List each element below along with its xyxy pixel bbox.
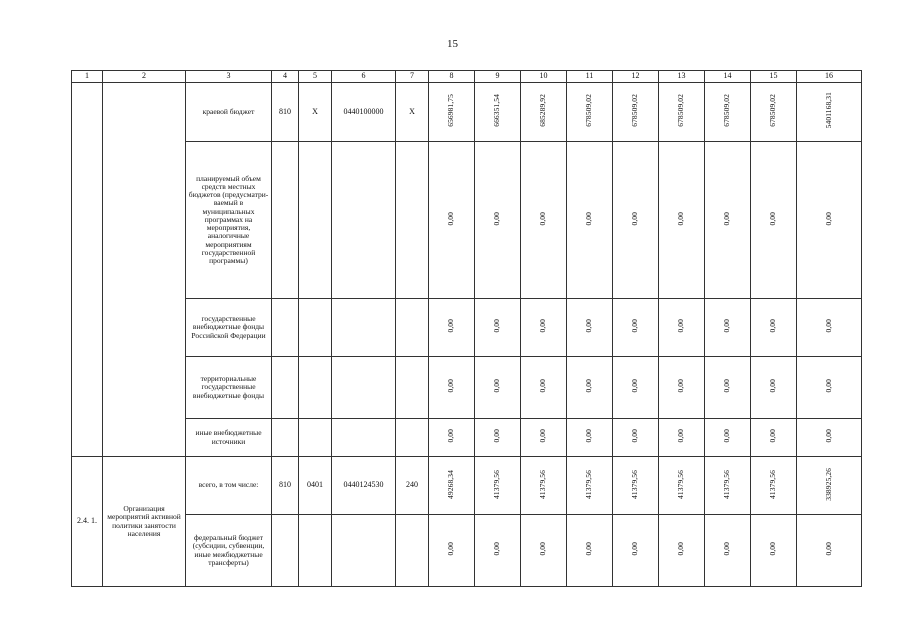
value-text: 41379,56 bbox=[676, 469, 686, 499]
header-cell: 16 bbox=[797, 71, 862, 83]
item-number: 2.4. 1. bbox=[72, 457, 103, 587]
value-cell bbox=[429, 299, 475, 357]
table-row bbox=[72, 357, 862, 419]
funding-source: иные внебюджетные источники bbox=[186, 419, 272, 457]
value-text: 0,00 bbox=[584, 319, 594, 333]
value-text: 678509,02 bbox=[630, 94, 640, 127]
code-c7 bbox=[396, 299, 429, 357]
value-text: 0,00 bbox=[584, 211, 594, 226]
value-cell bbox=[613, 299, 659, 357]
header-cell: 8 bbox=[429, 71, 475, 83]
value-cell bbox=[475, 299, 521, 357]
table-row bbox=[72, 419, 862, 457]
value-text: 0,00 bbox=[676, 211, 686, 226]
code-c5 bbox=[299, 299, 332, 357]
value-cell bbox=[521, 299, 567, 357]
value-cell bbox=[613, 142, 659, 299]
value-text: 685289,92 bbox=[538, 94, 548, 127]
value-cell bbox=[659, 83, 705, 142]
item-name: Организация мероприятий активной политики занятости населения bbox=[103, 457, 186, 587]
value-text: 656981,75 bbox=[446, 94, 456, 127]
value-cell bbox=[475, 515, 521, 587]
value-text: 0,00 bbox=[768, 211, 778, 226]
code-c7 bbox=[396, 357, 429, 419]
code-c7: 240 bbox=[396, 457, 429, 515]
value-cell bbox=[797, 419, 862, 457]
value-text: 0,00 bbox=[492, 379, 502, 393]
table-row bbox=[72, 142, 862, 299]
value-cell bbox=[521, 515, 567, 587]
code-c4 bbox=[272, 299, 299, 357]
value-text: 0,00 bbox=[630, 319, 640, 333]
value-text: 0,00 bbox=[538, 319, 548, 333]
code-c4 bbox=[272, 419, 299, 457]
value-cell bbox=[429, 515, 475, 587]
value-cell bbox=[567, 457, 613, 515]
value-text: 0,00 bbox=[722, 429, 732, 443]
value-cell bbox=[705, 142, 751, 299]
value-cell bbox=[613, 515, 659, 587]
value-cell bbox=[659, 457, 705, 515]
value-cell bbox=[659, 515, 705, 587]
value-text: 0,00 bbox=[630, 429, 640, 443]
value-cell bbox=[613, 419, 659, 457]
header-cell: 10 bbox=[521, 71, 567, 83]
value-cell bbox=[797, 83, 862, 142]
value-cell bbox=[705, 419, 751, 457]
value-text: 0,00 bbox=[722, 379, 732, 393]
code-c4: 810 bbox=[272, 457, 299, 515]
header-row bbox=[72, 71, 862, 83]
code-c7 bbox=[396, 142, 429, 299]
value-text: 49268,34 bbox=[446, 469, 456, 499]
code-c5: Х bbox=[299, 83, 332, 142]
value-cell bbox=[475, 142, 521, 299]
value-text: 0,00 bbox=[446, 319, 456, 333]
value-text: 0,00 bbox=[823, 211, 833, 226]
value-text: 0,00 bbox=[768, 542, 778, 556]
value-cell bbox=[567, 142, 613, 299]
value-cell bbox=[797, 142, 862, 299]
value-text: 0,00 bbox=[768, 319, 778, 333]
value-text: 0,00 bbox=[823, 429, 833, 443]
table-row bbox=[72, 515, 862, 587]
header-cell: 3 bbox=[186, 71, 272, 83]
code-c5: 0401 bbox=[299, 457, 332, 515]
value-cell bbox=[521, 142, 567, 299]
funding-source: федеральный бюджет (субсидии, субвенции, иные межбюджетные трансферты) bbox=[186, 515, 272, 587]
header-cell: 15 bbox=[751, 71, 797, 83]
funding-source: государственные внебюджетные фонды Российской Федерации bbox=[186, 299, 272, 357]
code-c4 bbox=[272, 142, 299, 299]
code-c5 bbox=[299, 142, 332, 299]
code-c6: 0440124530 bbox=[332, 457, 396, 515]
value-text: 0,00 bbox=[823, 542, 833, 556]
value-text: 0,00 bbox=[492, 319, 502, 333]
value-text: 41379,56 bbox=[584, 469, 594, 499]
value-text: 0,00 bbox=[446, 211, 456, 226]
header-cell: 7 bbox=[396, 71, 429, 83]
value-cell bbox=[429, 419, 475, 457]
value-cell bbox=[705, 83, 751, 142]
value-text: 0,00 bbox=[584, 542, 594, 556]
value-text: 678509,02 bbox=[584, 94, 594, 127]
value-text: 0,00 bbox=[823, 379, 833, 393]
table-row bbox=[72, 83, 862, 142]
value-cell bbox=[705, 515, 751, 587]
funding-source: территориальные государственные внебюджетные фонды bbox=[186, 357, 272, 419]
funding-source: всего, в том числе: bbox=[186, 457, 272, 515]
code-c5 bbox=[299, 419, 332, 457]
cell-c1-empty bbox=[72, 83, 103, 457]
table-row bbox=[72, 457, 862, 515]
value-cell bbox=[475, 457, 521, 515]
value-text: 666351,54 bbox=[492, 94, 502, 127]
value-cell bbox=[521, 457, 567, 515]
value-cell bbox=[797, 357, 862, 419]
value-text: 338925,26 bbox=[823, 467, 833, 501]
value-cell bbox=[613, 357, 659, 419]
value-text: 0,00 bbox=[630, 379, 640, 393]
value-cell bbox=[475, 419, 521, 457]
value-text: 0,00 bbox=[630, 211, 640, 226]
code-c5 bbox=[299, 357, 332, 419]
value-text: 0,00 bbox=[446, 429, 456, 443]
value-text: 0,00 bbox=[722, 542, 732, 556]
header-cell: 6 bbox=[332, 71, 396, 83]
header-cell: 12 bbox=[613, 71, 659, 83]
value-cell bbox=[797, 515, 862, 587]
value-cell bbox=[521, 419, 567, 457]
value-cell bbox=[751, 142, 797, 299]
value-text: 0,00 bbox=[538, 211, 548, 226]
value-text: 0,00 bbox=[722, 319, 732, 333]
table-row bbox=[72, 299, 862, 357]
code-c6 bbox=[332, 515, 396, 587]
code-c7 bbox=[396, 515, 429, 587]
value-cell bbox=[659, 419, 705, 457]
value-cell bbox=[567, 419, 613, 457]
value-cell bbox=[705, 457, 751, 515]
header-cell: 11 bbox=[567, 71, 613, 83]
value-cell bbox=[567, 357, 613, 419]
header-cell: 9 bbox=[475, 71, 521, 83]
value-text: 0,00 bbox=[676, 429, 686, 443]
value-cell bbox=[429, 83, 475, 142]
value-cell bbox=[751, 515, 797, 587]
value-text: 678509,02 bbox=[768, 94, 778, 127]
code-c7: Х bbox=[396, 83, 429, 142]
value-cell bbox=[475, 83, 521, 142]
value-text: 0,00 bbox=[676, 379, 686, 393]
code-c4 bbox=[272, 515, 299, 587]
value-cell bbox=[751, 357, 797, 419]
page-number: 15 bbox=[447, 38, 458, 50]
value-cell bbox=[705, 357, 751, 419]
value-cell bbox=[429, 457, 475, 515]
cell-c2-empty bbox=[103, 83, 186, 457]
code-c6 bbox=[332, 357, 396, 419]
value-text: 0,00 bbox=[584, 429, 594, 443]
value-cell bbox=[797, 299, 862, 357]
header-cell: 1 bbox=[72, 71, 103, 83]
value-text: 41379,56 bbox=[722, 469, 732, 499]
value-text: 41379,56 bbox=[768, 469, 778, 499]
value-cell bbox=[475, 357, 521, 419]
value-cell bbox=[613, 83, 659, 142]
value-text: 0,00 bbox=[823, 319, 833, 333]
value-cell bbox=[613, 457, 659, 515]
value-cell bbox=[429, 357, 475, 419]
value-text: 0,00 bbox=[538, 542, 548, 556]
code-c4 bbox=[272, 357, 299, 419]
value-cell bbox=[705, 299, 751, 357]
value-cell bbox=[659, 357, 705, 419]
value-cell bbox=[751, 419, 797, 457]
value-text: 0,00 bbox=[584, 379, 594, 393]
value-cell bbox=[521, 83, 567, 142]
value-text: 678509,02 bbox=[676, 94, 686, 127]
header-cell: 4 bbox=[272, 71, 299, 83]
value-cell bbox=[659, 142, 705, 299]
value-text: 0,00 bbox=[538, 429, 548, 443]
value-text: 0,00 bbox=[446, 379, 456, 393]
value-cell bbox=[429, 142, 475, 299]
value-text: 0,00 bbox=[492, 211, 502, 226]
code-c7 bbox=[396, 419, 429, 457]
value-cell bbox=[797, 457, 862, 515]
value-cell bbox=[659, 299, 705, 357]
header-cell: 2 bbox=[103, 71, 186, 83]
value-cell bbox=[751, 299, 797, 357]
header-cell: 14 bbox=[705, 71, 751, 83]
value-text: 678509,02 bbox=[722, 94, 732, 127]
code-c6: 0440100000 bbox=[332, 83, 396, 142]
value-cell bbox=[567, 299, 613, 357]
value-cell bbox=[521, 357, 567, 419]
value-text: 0,00 bbox=[722, 211, 732, 226]
value-text: 5401168,31 bbox=[823, 92, 833, 129]
value-text: 0,00 bbox=[768, 429, 778, 443]
value-cell bbox=[567, 83, 613, 142]
funding-source: планируемый объем средств местных бюджетов (предусматри-ваемый в муниципальных программах на мероприятия, аналогичные мероприятиям государственной программы) bbox=[186, 142, 272, 299]
value-text: 0,00 bbox=[676, 319, 686, 333]
code-c6 bbox=[332, 142, 396, 299]
value-text: 0,00 bbox=[492, 429, 502, 443]
value-text: 41379,56 bbox=[630, 469, 640, 499]
code-c5 bbox=[299, 515, 332, 587]
value-text: 41379,56 bbox=[538, 469, 548, 499]
value-cell bbox=[567, 515, 613, 587]
funding-source: краевой бюджет bbox=[186, 83, 272, 142]
value-text: 0,00 bbox=[538, 379, 548, 393]
code-c6 bbox=[332, 419, 396, 457]
value-text: 0,00 bbox=[630, 542, 640, 556]
budget-table bbox=[71, 70, 862, 587]
value-text: 0,00 bbox=[492, 542, 502, 556]
value-text: 0,00 bbox=[676, 542, 686, 556]
value-text: 41379,56 bbox=[492, 469, 502, 499]
value-text: 0,00 bbox=[446, 542, 456, 556]
value-text: 0,00 bbox=[768, 379, 778, 393]
code-c6 bbox=[332, 299, 396, 357]
header-cell: 13 bbox=[659, 71, 705, 83]
value-cell bbox=[751, 457, 797, 515]
value-cell bbox=[751, 83, 797, 142]
header-cell: 5 bbox=[299, 71, 332, 83]
code-c4: 810 bbox=[272, 83, 299, 142]
